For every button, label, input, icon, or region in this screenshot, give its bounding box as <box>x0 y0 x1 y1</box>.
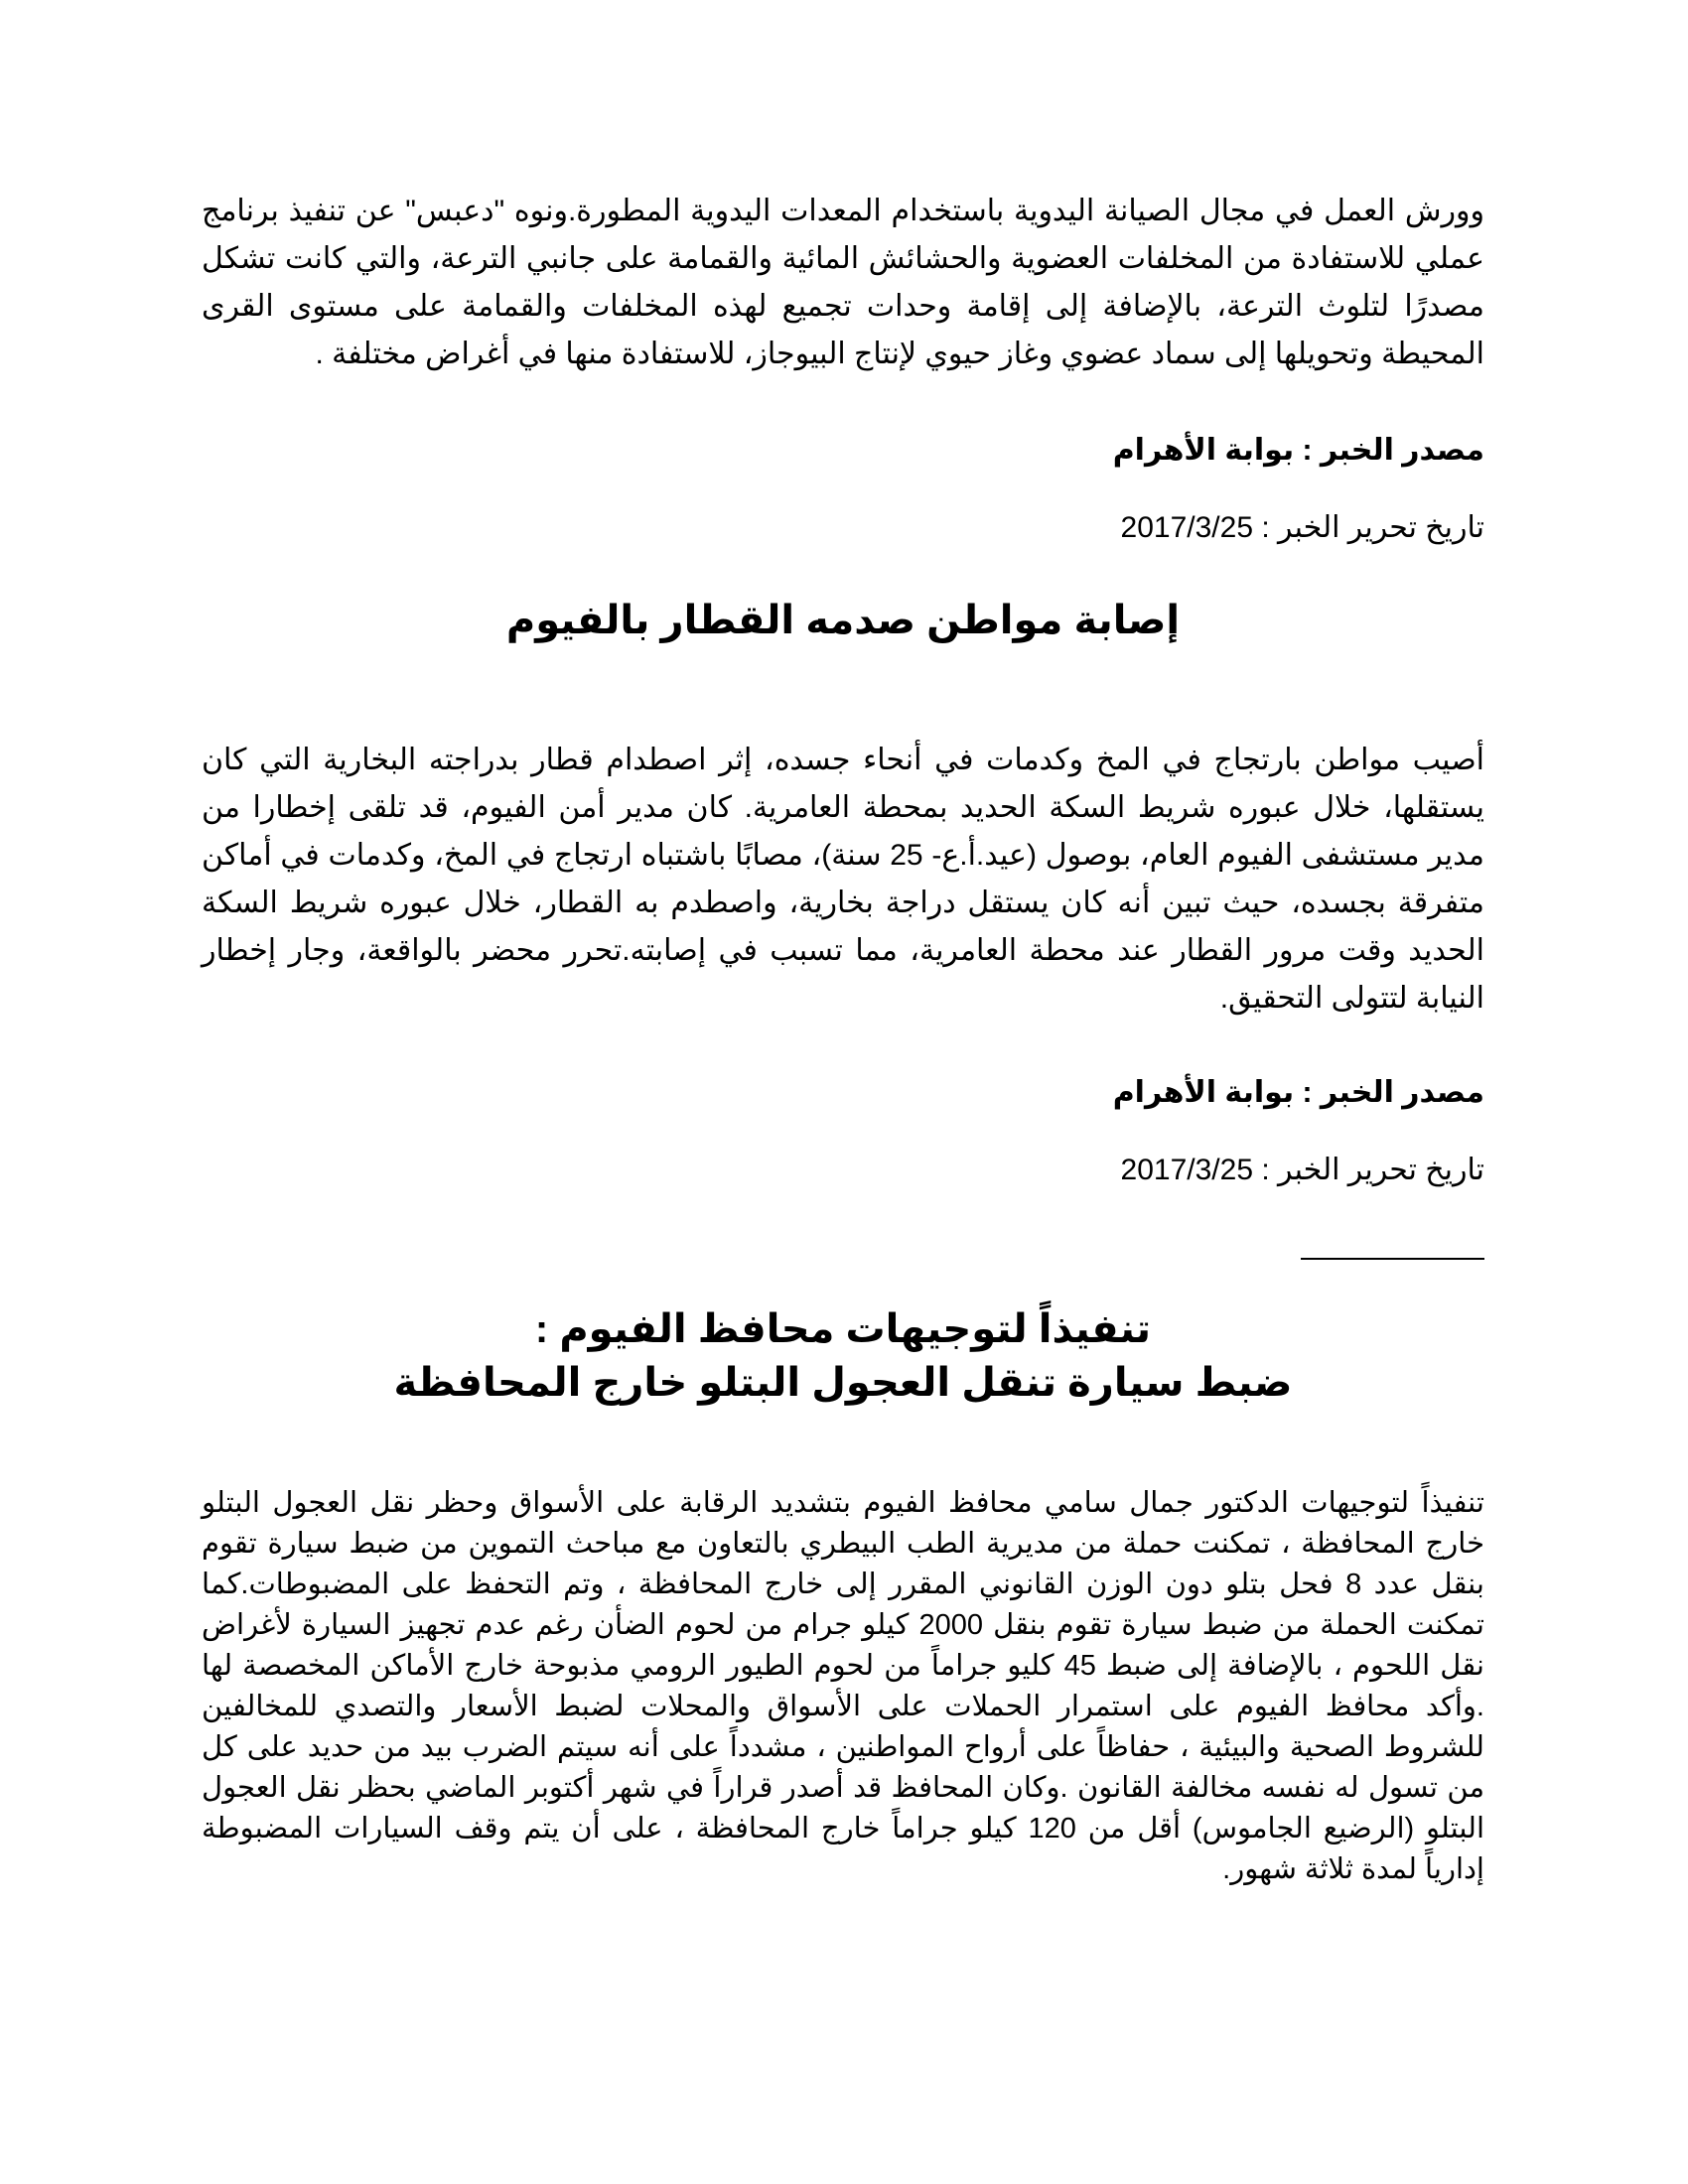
article1-date: تاريخ تحرير الخبر : 2017/3/25 <box>1120 511 1484 544</box>
article1-source: مصدر الخبر : بوابة الأهرام <box>1112 434 1484 467</box>
article2-body: أصيب مواطن بارتجاج في المخ وكدمات في أنحاء جسده، إثر اصطدام قطار بدراجته البخارية التي كان يستقلها، خلال عبوره شريط السكة الحديد بمحطة العامرية. كان مدير أمن الفيوم، قد تلقى إخطارا من مدير مستشفى الفيوم العام، بوصول (عيد.أ.ع- 25 سنة)، مصابًا باشتباه ارتجاج في المخ، وكدمات في أماكن متفرقة بجسده، حيث تبين أنه كان يستقل دراجة بخارية، واصطدم به القطار، خلال عبوره شريط السكة الحديد وقت مرور القطار عند محطة العامرية، مما تسبب في إصابته.تحرر محضر بالواقعة، وجار إخطار النيابة لتتولى التحقيق. <box>202 744 1484 1015</box>
article3-title-line1: تنفيذاً لتوجيهات محافظ الفيوم : <box>534 1307 1152 1351</box>
section-divider <box>1301 1258 1484 1260</box>
article3-title-line2: ضبط سيارة تنقل العجول البتلو خارج المحافظة <box>393 1361 1293 1405</box>
article2-date: تاريخ تحرير الخبر : 2017/3/25 <box>1120 1154 1484 1186</box>
article1-body: وورش العمل في مجال الصيانة اليدوية باستخدام المعدات اليدوية المطورة.ونوه "دعبس" عن تنفيذ برنامج عملي للاستفادة من المخلفات العضوية والحشائش المائية والقمامة على جانبي الترعة، والتي كانت تشكل مصدرًا لتلوث الترعة، بالإضافة إلى إقامة وحدات تجميع لهذه المخلفات والقمامة على مستوى القرى المحيطة وتحويلها إلى سماد عضوي وغاز حيوي لإنتاج البيوجاز، للاستفادة منها في أغراض مختلفة . <box>202 195 1484 370</box>
article2-title: إصابة مواطن صدمه القطار بالفيوم <box>505 599 1181 642</box>
article3-body: تنفيذاً لتوجيهات الدكتور جمال سامي محافظ الفيوم بتشديد الرقابة على الأسواق وحظر نقل العجول البتلو خارج المحافظة ، تمكنت حملة من مديرية الطب البيطري بالتعاون مع مباحث التموين من ضبط سيارة تقوم بنقل عدد 8 فحل بتلو دون الوزن القانوني المقرر إلى خارج المحافظة ، وتم التحفظ على المضبوطات.كما تمكنت الحملة من ضبط سيارة تقوم بنقل 2000 كيلو جرام من لحوم الضأن رغم عدم تجهيز السيارة لأغراض نقل اللحوم ، بالإضافة إلى ضبط 45 كليو جراماً من لحوم الطيور الرومي مذبوحة خارج الأماكن المخصصة لها .وأكد محافظ الفيوم على استمرار الحملات على الأسواق والمحلات لضبط الأسعار والتصدي للمخالفين للشروط الصحية والبيئية ، حفاظاً على أرواح المواطنين ، مشدداً على أنه سيتم الضرب بيد من حديد على كل من تسول له نفسه مخالفة القانون .وكان المحافظ قد أصدر قراراً في شهر أكتوبر الماضي بحظر نقل العجول البتلو (الرضيع الجاموس) أقل من 120 كيلو جراماً خارج المحافظة ، على أن يتم وقف السيارات المضبوطة إدارياً لمدة ثلاثة شهور. <box>202 1487 1485 1885</box>
article2-source: مصدر الخبر : بوابة الأهرام <box>1112 1076 1484 1109</box>
